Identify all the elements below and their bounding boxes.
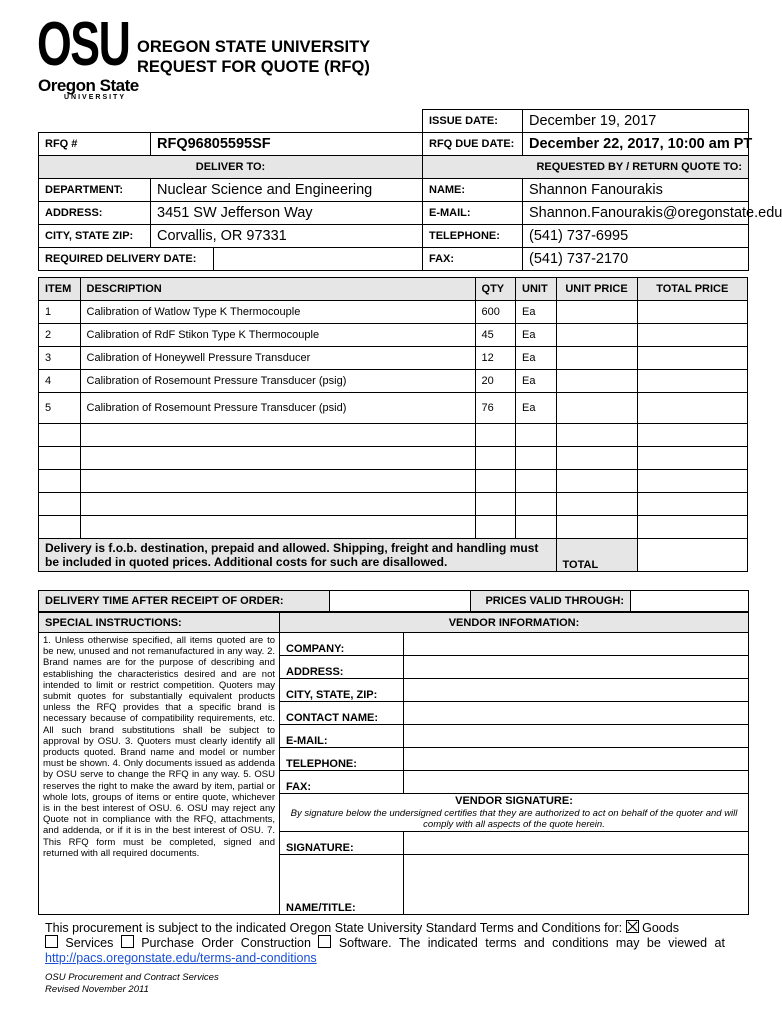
- due-date-label: RFQ DUE DATE:: [423, 133, 523, 156]
- contact-name-label: CONTACT NAME:: [280, 702, 404, 725]
- rfq-number-value: RFQ96805595SF: [151, 133, 423, 156]
- empty-row: [39, 424, 748, 447]
- table-row: [39, 370, 748, 393]
- name-label: NAME:: [423, 179, 523, 202]
- unit-price-field[interactable]: [556, 393, 637, 424]
- required-delivery-field[interactable]: [214, 248, 423, 271]
- terms-viewed-text: The indicated terms and conditions may be viewed at: [398, 936, 725, 950]
- item-unit: Ea: [516, 347, 557, 370]
- item-number: 1: [39, 301, 81, 324]
- prices-valid-field[interactable]: [631, 591, 749, 612]
- department-value: Nuclear Science and Engineering: [151, 179, 423, 202]
- construction-checkbox[interactable]: [121, 935, 134, 948]
- col-unit-price: UNIT PRICE: [556, 278, 637, 301]
- total-price-field[interactable]: [637, 370, 747, 393]
- due-date-value: December 22, 2017, 10:00 am PT: [523, 133, 749, 156]
- unit-price-field[interactable]: [556, 370, 637, 393]
- total-label: TOTAL: [556, 539, 637, 572]
- delivery-time-field[interactable]: [330, 591, 471, 612]
- city-value: Corvallis, OR 97331: [151, 225, 423, 248]
- osu-logo-sub: UNIVERSITY: [64, 94, 127, 101]
- item-number: 2: [39, 324, 81, 347]
- unit-price-field[interactable]: [556, 347, 637, 370]
- deliver-to-header: DELIVER TO:: [39, 156, 423, 179]
- name-title-label: NAME/TITLE:: [280, 855, 404, 915]
- empty-row: [39, 470, 748, 493]
- item-unit: Ea: [516, 370, 557, 393]
- vendor-info-label: VENDOR INFORMATION:: [280, 613, 749, 633]
- table-row: [39, 347, 748, 370]
- issue-date-label: ISSUE DATE:: [423, 110, 523, 133]
- osu-logo-wordmark: OSU: [37, 10, 130, 79]
- vendor-fax-field[interactable]: [404, 771, 749, 794]
- unit-price-field[interactable]: [556, 301, 637, 324]
- item-number: 5: [39, 393, 81, 424]
- name-value: Shannon Fanourakis: [523, 179, 749, 202]
- vendor-section: [38, 612, 749, 915]
- item-description: Calibration of Watlow Type K Thermocouple: [80, 301, 475, 324]
- vendor-email-field[interactable]: [404, 725, 749, 748]
- email-value: Shannon.Fanourakis@oregonstate.edu: [523, 202, 749, 225]
- prices-valid-label: PRICES VALID THROUGH:: [471, 591, 631, 612]
- special-instructions-label: SPECIAL INSTRUCTIONS:: [39, 613, 280, 633]
- col-description: DESCRIPTION: [80, 278, 475, 301]
- unit-price-field[interactable]: [556, 324, 637, 347]
- telephone-value: (541) 737-6995: [523, 225, 749, 248]
- item-description: Calibration of RdF Stikon Type K Thermocouple: [80, 324, 475, 347]
- goods-label: Goods: [642, 921, 679, 935]
- name-title-field[interactable]: [404, 855, 749, 915]
- title-university: OREGON STATE UNIVERSITY: [137, 38, 371, 56]
- col-qty: QTY: [475, 278, 516, 301]
- item-number: 4: [39, 370, 81, 393]
- empty-row: [39, 493, 748, 516]
- vendor-signature-label: VENDOR SIGNATURE:: [280, 794, 749, 808]
- total-price-field[interactable]: [637, 347, 747, 370]
- special-instructions-text: 1. Unless otherwise specified, all items quoted are to be new, unused and not remanufactured in any way. 2. Brand names are for the purpose of describing and establishing the characteristics desired and are not intended to limit or restrict competition. Quoters may submit quotes for substantially equivalent products unless the RFQ provides that a specific brand is necessary because of compatibility requirements, etc. All such brand substitutions shall be subject to approval by OSU. 3. Quoters must clearly identify all products quoted. Brand name and model or number must be shown. 4. Only documents issued as addenda by OSU serve to change the RFQ in any way. 5. OSU reserves the right to make the award by item, partial or whole lots, groups of items or entire quote, whichever is in the best interest of OSU. 6. OSU may reject any Quote not in compliance with the RFQ, attachments, and addenda, or if it is in the best interest of OSU. 7. This RFQ form must be completed, signed and returned with all required documents.: [39, 633, 280, 915]
- company-label: COMPANY:: [280, 633, 404, 656]
- requested-by-header: REQUESTED BY / RETURN QUOTE TO:: [423, 156, 749, 179]
- empty-row: [39, 447, 748, 470]
- terms-options: [45, 935, 725, 950]
- required-delivery-label: REQUIRED DELIVERY DATE:: [39, 248, 214, 271]
- item-qty: 76: [475, 393, 516, 424]
- rfq-info-table: [38, 109, 782, 271]
- services-label: Services: [65, 936, 114, 950]
- delivery-time-table: [38, 590, 749, 612]
- vendor-signature-text: By signature below the undersigned certifies that they are authorized to act on behalf of the quoter and will comply with all aspects of the quote herein.: [280, 808, 749, 832]
- terms-line: [45, 920, 679, 935]
- item-qty: 600: [475, 301, 516, 324]
- vendor-telephone-field[interactable]: [404, 748, 749, 771]
- vendor-city-label: CITY, STATE, ZIP:: [280, 679, 404, 702]
- contact-name-field[interactable]: [404, 702, 749, 725]
- item-unit: Ea: [516, 393, 557, 424]
- items-table: [38, 277, 748, 572]
- vendor-telephone-label: TELEPHONE:: [280, 748, 404, 771]
- item-number: 3: [39, 347, 81, 370]
- item-description: Calibration of Honeywell Pressure Transducer: [80, 347, 475, 370]
- total-price-field[interactable]: [637, 301, 747, 324]
- empty-row: [39, 516, 748, 539]
- table-row: [39, 301, 748, 324]
- services-checkbox[interactable]: [45, 935, 58, 948]
- item-description: Calibration of Rosemount Pressure Transducer (psid): [80, 393, 475, 424]
- footer-dept: OSU Procurement and Contract Services: [45, 972, 219, 983]
- total-price-field[interactable]: [637, 393, 747, 424]
- terms-link[interactable]: http://pacs.oregonstate.edu/terms-and-conditions: [45, 951, 317, 965]
- item-qty: 45: [475, 324, 516, 347]
- fax-label: FAX:: [423, 248, 523, 271]
- table-row: [39, 324, 748, 347]
- col-unit: UNIT: [516, 278, 557, 301]
- email-label: E-MAIL:: [423, 202, 523, 225]
- signature-label: SIGNATURE:: [280, 832, 404, 855]
- osu-logo-name: Oregon State: [38, 76, 139, 95]
- department-label: DEPARTMENT:: [39, 179, 151, 202]
- address-value: 3451 SW Jefferson Way: [151, 202, 423, 225]
- goods-checkbox[interactable]: [626, 920, 639, 933]
- company-field[interactable]: [404, 633, 749, 656]
- delivery-note: Delivery is f.o.b. destination, prepaid and allowed. Shipping, freight and handling must be included in quoted prices. Additional costs for such are disallowed.: [39, 539, 557, 572]
- signature-field[interactable]: [404, 832, 749, 855]
- fax-value: (541) 737-2170: [523, 248, 749, 271]
- item-qty: 20: [475, 370, 516, 393]
- total-price-field[interactable]: [637, 324, 747, 347]
- construction-label: Purchase Order Construction: [141, 936, 311, 950]
- terms-text: This procurement is subject to the indicated Oregon State University Standard Terms and Conditions for:: [45, 921, 623, 935]
- rfq-number-label: RFQ #: [39, 133, 151, 156]
- table-row: [39, 393, 748, 424]
- city-label: CITY, STATE ZIP:: [39, 225, 151, 248]
- title-rfq: REQUEST FOR QUOTE (RFQ): [137, 58, 370, 76]
- item-description: Calibration of Rosemount Pressure Transducer (psig): [80, 370, 475, 393]
- item-qty: 12: [475, 347, 516, 370]
- vendor-address-label: ADDRESS:: [280, 656, 404, 679]
- telephone-label: TELEPHONE:: [423, 225, 523, 248]
- vendor-email-label: E-MAIL:: [280, 725, 404, 748]
- footer-revised: Revised November 2011: [45, 984, 149, 995]
- item-unit: Ea: [516, 324, 557, 347]
- issue-date-value: December 19, 2017: [523, 110, 749, 133]
- item-unit: Ea: [516, 301, 557, 324]
- col-item: ITEM: [39, 278, 81, 301]
- software-checkbox[interactable]: [318, 935, 331, 948]
- vendor-fax-label: FAX:: [280, 771, 404, 794]
- grand-total-field[interactable]: [637, 539, 747, 572]
- delivery-time-label: DELIVERY TIME AFTER RECEIPT OF ORDER:: [39, 591, 330, 612]
- address-label: ADDRESS:: [39, 202, 151, 225]
- software-label: Software.: [338, 936, 392, 950]
- vendor-city-field[interactable]: [404, 679, 749, 702]
- col-total-price: TOTAL PRICE: [637, 278, 747, 301]
- vendor-address-field[interactable]: [404, 656, 749, 679]
